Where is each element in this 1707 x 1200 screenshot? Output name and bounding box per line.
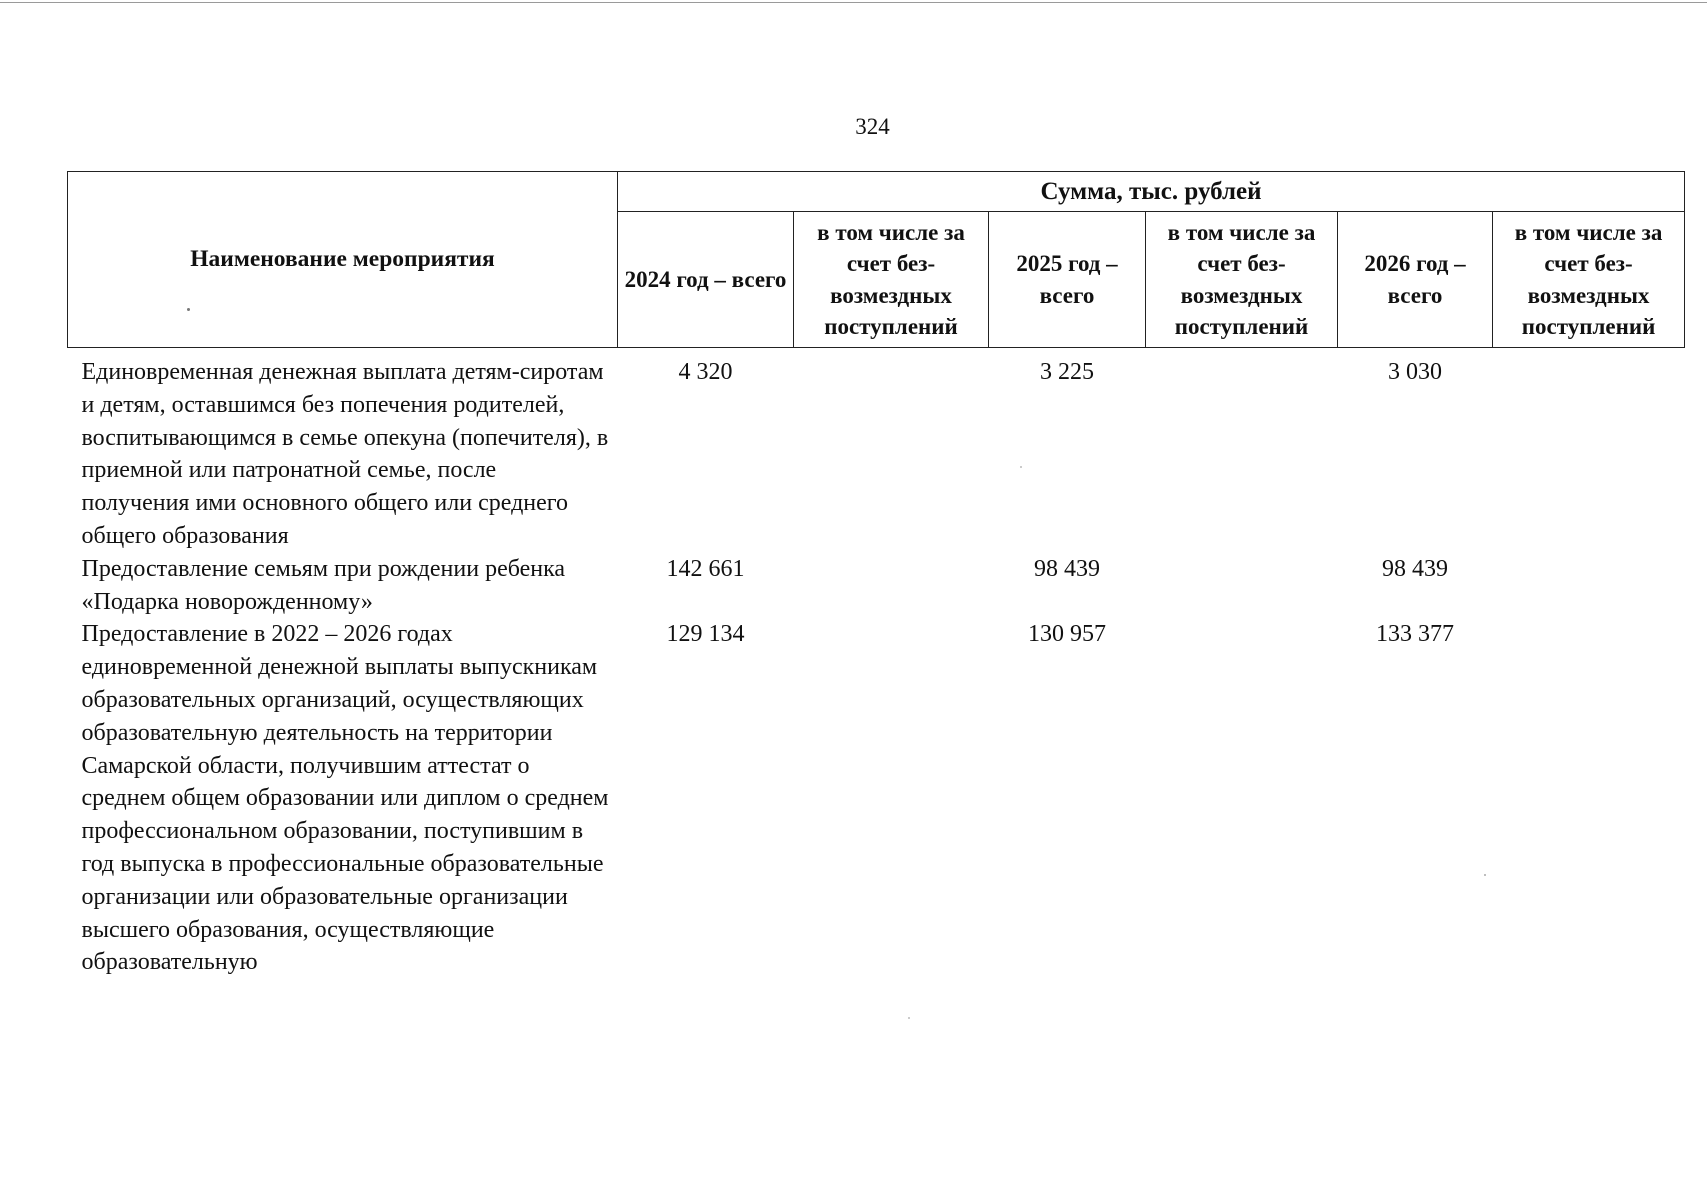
budget-table — [67, 171, 1685, 979]
column-header-2026-grants: в том числе за счет без-возмездных поступлений — [1493, 212, 1685, 348]
page-number: 324 — [855, 114, 890, 139]
table-row — [68, 553, 1685, 619]
value-2024-grants — [794, 618, 989, 979]
value-2025-total: 130 957 — [1028, 621, 1106, 648]
column-header-2026-total: 2026 год – всего — [1338, 212, 1493, 348]
page-top-rule — [0, 2, 1707, 3]
activity-name: Предоставление семьям при рождении ребенка «Подарка новорожденному» — [81, 555, 566, 615]
amount-group-header: Сумма, тыс. рублей — [618, 172, 1685, 212]
name-column-header: Наименование мероприятия — [68, 172, 618, 348]
column-header-2025-total: 2025 год – всего — [989, 212, 1146, 348]
scan-speck — [187, 308, 190, 311]
value-2026-total: 3 030 — [1388, 359, 1442, 385]
table-row — [68, 348, 1685, 553]
value-2024-grants — [794, 553, 989, 619]
column-header-2024-grants: в том числе за счет без-возмездных поступлений — [794, 212, 989, 348]
column-header-2025-grants: в том числе за счет без-возмездных поступлений — [1146, 212, 1338, 348]
value-2025-total: 3 225 — [1040, 359, 1094, 385]
value-2025-total: 98 439 — [1034, 555, 1100, 582]
value-2024-total: 142 661 — [666, 555, 745, 582]
value-2026-total: 98 439 — [1382, 555, 1448, 582]
activity-name: Единовременная денежная выплата детям-сиротам и детям, оставшимся без попечения родителей, воспитывающимся в семье опекуна (попечителя), в приемной или патронатной семье, после получения ими основного общего или среднего общего образования — [81, 359, 609, 549]
scan-speck — [908, 1017, 910, 1019]
value-2024-total: 129 134 — [666, 621, 745, 648]
value-2026-grants — [1493, 553, 1685, 619]
scan-speck — [1484, 874, 1486, 876]
table-row — [68, 618, 1685, 979]
value-2024-grants — [794, 348, 989, 553]
value-2026-total: 133 377 — [1376, 621, 1454, 648]
column-header-2024-total: 2024 год – всего — [618, 212, 794, 348]
value-2025-grants — [1146, 348, 1338, 553]
value-2025-grants — [1146, 553, 1338, 619]
scan-speck — [1020, 466, 1022, 468]
value-2025-grants — [1146, 618, 1338, 979]
value-2024-total: 4 320 — [678, 359, 733, 385]
value-2026-grants — [1493, 618, 1685, 979]
activity-name: Предоставление в 2022 – 2026 годах единовременной денежной выплаты выпускникам образовательных организаций, осуществляющих образовательную деятельность на территории Самарской области, получившим аттестат о среднем общем образовании или диплом о среднем профессиональном образовании, поступившим в год выпуска в профессиональные образовательные организации или образовательные организации высшего образования, осуществляющие образовательную — [81, 621, 609, 976]
value-2026-grants — [1493, 348, 1685, 553]
